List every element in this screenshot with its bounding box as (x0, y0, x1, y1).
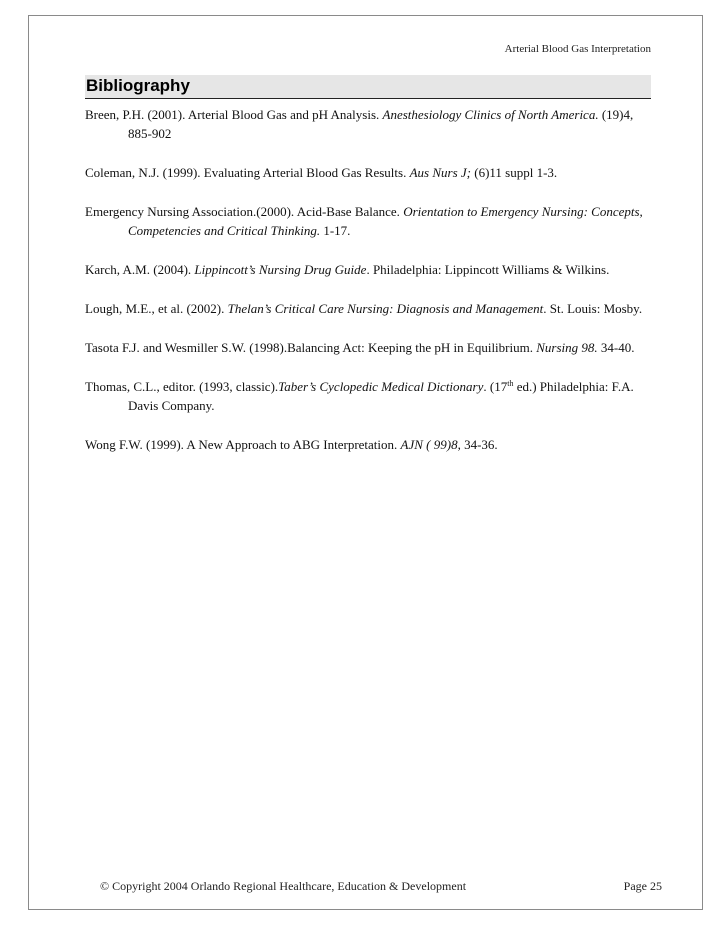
section-title: Bibliography (86, 76, 190, 95)
reference-italic-text: Lippincott’s Nursing Drug Guide (194, 262, 367, 277)
reference-text: . St. Louis: Mosby. (543, 301, 643, 316)
reference-entry (85, 377, 655, 415)
reference-text: ed.) Philadelphia: F.A. Davis Company. (128, 379, 634, 413)
reference-entry (85, 435, 655, 454)
page-number: Page 25 (623, 879, 662, 893)
reference-italic-text: Aus Nurs J; (409, 165, 471, 180)
reference-list (85, 105, 655, 474)
reference-text: 34-36. (460, 437, 498, 452)
reference-text: Coleman, N.J. (1999). Evaluating Arterial Blood Gas Results. (85, 165, 410, 180)
reference-italic-text: Taber’s Cyclopedic Medical Dictionary (278, 379, 484, 394)
reference-text: . Philadelphia: Lippincott Williams & Wilkins. (366, 262, 610, 277)
running-header: Arterial Blood Gas Interpretation (504, 43, 651, 55)
reference-italic-text: Nursing 98. (536, 340, 598, 355)
reference-text: Thomas, C.L., editor. (1993, classic). (85, 379, 279, 394)
reference-entry (85, 260, 655, 279)
section-heading-bar (85, 75, 651, 99)
superscript: th (507, 379, 514, 388)
reference-text: Emergency Nursing Association.(2000). Acid-Base Balance. (85, 204, 404, 219)
reference-entry (85, 105, 655, 143)
reference-italic-text: Orientation to Emergency Nursing: Concepts, Competencies and Critical Thinking. (128, 204, 643, 238)
reference-text: 1-17. (320, 223, 351, 238)
reference-entry (85, 338, 655, 357)
reference-text: Wong F.W. (1999). A New Approach to ABG Interpretation. (85, 437, 401, 452)
reference-entry (85, 299, 655, 318)
reference-text: (6)11 suppl 1-3. (470, 165, 558, 180)
reference-text: Lough, M.E., et al. (2002). (85, 301, 228, 316)
reference-text: . (17 (483, 379, 508, 394)
reference-italic-text: Anesthesiology Clinics of North America. (382, 107, 599, 122)
reference-italic-text: AJN ( 99)8, (400, 437, 461, 452)
reference-entry (85, 163, 655, 182)
reference-italic-text: Thelan’s Critical Care Nursing: Diagnosis and Management (227, 301, 544, 316)
reference-entry (85, 202, 655, 240)
reference-text: Breen, P.H. (2001). Arterial Blood Gas and pH Analysis. (85, 107, 383, 122)
reference-text: Tasota F.J. and Wesmiller S.W. (1998).Balancing Act: Keeping the pH in Equilibrium. (85, 340, 537, 355)
reference-text: Karch, A.M. (2004). (85, 262, 195, 277)
reference-text: (19)4, 885-902 (128, 107, 634, 141)
copyright-notice: © Copyright 2004 Orlando Regional Healthcare, Education & Development (100, 879, 467, 893)
reference-text: 34-40. (597, 340, 635, 355)
